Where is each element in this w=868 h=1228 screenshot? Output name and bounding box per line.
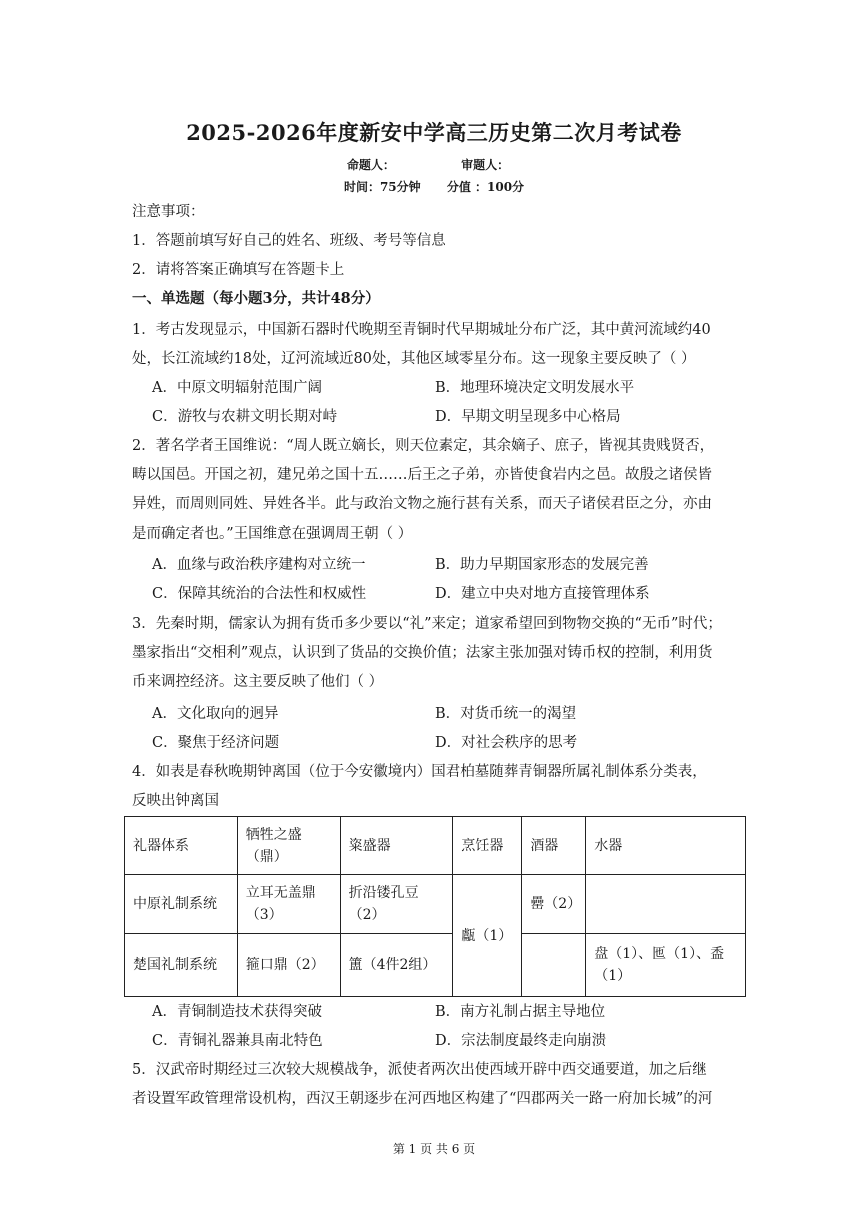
question-line: 畴以国邑。开国之初，建兄弟之国十五……后王之子弟，亦皆使食岩内之邑。故殷之诸侯皆 <box>132 467 712 483</box>
option-a: A．青铜制造技术获得突破 <box>152 1004 322 1020</box>
question-line: 处，长江流域约18处，辽河流域近80处，其他区域零星分布。这一现象主要反映了（ ） <box>132 351 696 367</box>
option-d: D．宗法制度最终走向崩溃 <box>435 1033 607 1049</box>
table-cell <box>522 933 586 996</box>
question-line: 者设置军政管理常设机构，西汉王朝逐步在河西地区构建了“四郡两关一路一府加长城”的河 <box>132 1091 713 1107</box>
table-cell: 簠（4件2组） <box>340 933 453 996</box>
table-cell: 盘（1）、匜（1）、盉（1） <box>586 933 746 996</box>
reviewer-label: 审题人： <box>461 158 510 172</box>
option-d: D．对社会秩序的思考 <box>435 735 578 751</box>
option-c: C．聚焦于经济问题 <box>152 735 280 751</box>
option-a: A．中原文明辐射范围广阔 <box>152 380 322 396</box>
table-header: 水器 <box>586 817 746 875</box>
option-a: A．文化取向的迥异 <box>152 706 279 722</box>
option-d: D．建立中央对地方直接管理体系 <box>435 586 650 602</box>
option-c: C．青铜礼器兼具南北特色 <box>152 1033 323 1049</box>
question-line: 墨家指出“交相利”观点，认识到了货品的交换价值；法家主张加强对铸币权的控制，利用货 <box>132 645 713 661</box>
question-line: 1．考古发现显示，中国新石器时代晚期至青铜时代早期城址分布广泛，其中黄河流域约40 <box>132 322 711 338</box>
question-line: 5．汉武帝时期经过三次较大规模战争，派使者两次出使西域开辟中西交通要道，加之后继 <box>132 1062 707 1078</box>
option-c: C．保障其统治的合法性和权威性 <box>152 586 367 602</box>
table-header: 烹饪器 <box>453 817 522 875</box>
question-line: 4．如表是春秋晚期钟离国（位于今安徽境内）国君柏墓随葬青铜器所属礼制体系分类表， <box>132 764 707 780</box>
table-cell: 箍口鼎（2） <box>237 933 340 996</box>
table-cell: 折沿镂孔豆（2） <box>340 875 453 933</box>
section-heading: 一、单选题（每小题3分，共计48分） <box>132 290 380 307</box>
meta-time-score <box>0 178 868 195</box>
question-line: 反映出钟离国 <box>132 793 219 809</box>
table-cell: 中原礼制系统 <box>125 875 238 933</box>
question-line: 异姓，而周则同姓、异姓各半。此与政治文物之施行甚有关系，而天子诸侯君臣之分，亦由 <box>132 496 712 512</box>
table-row <box>125 875 746 933</box>
table-cell: 甗（1） <box>453 875 522 997</box>
question-line: 是而确定者也。”王国维意在强调周王朝（ ） <box>132 526 413 542</box>
note-item: 2．请将答案正确填写在答题卡上 <box>132 262 345 278</box>
exam-title: 2025-2026年度新安中学高三历史第二次月考试卷 <box>186 120 682 145</box>
exam-score: 分值 ：100分 <box>446 180 525 194</box>
page-footer: 第 1 页 共 6 页 <box>392 1142 476 1156</box>
table-cell <box>586 875 746 933</box>
exam-time: 时间：75分钟 <box>343 180 421 194</box>
option-a: A．血缘与政治秩序建构对立统一 <box>152 557 366 573</box>
table-cell: 楚国礼制系统 <box>125 933 238 996</box>
option-b: B．南方礼制占据主导地位 <box>435 1004 606 1020</box>
option-c: C．游牧与农耕文明长期对峙 <box>152 409 338 425</box>
table-header: 牺牲之盛（鼎） <box>237 817 340 875</box>
question-line: 3．先秦时期，儒家认为拥有货币多少要以“礼”来定；道家希望回到物物交换的“无币”时代； <box>132 616 722 632</box>
option-b: B．地理环境决定文明发展水平 <box>435 380 635 396</box>
question-line: 币来调控经济。这主要反映了他们（ ） <box>132 674 384 690</box>
option-b: B．对货币统一的渴望 <box>435 706 577 722</box>
table-cell: 罍（2） <box>522 875 586 933</box>
question-line: 2．著名学者王国维说：“周人既立嫡长，则天位素定，其余嫡子、庶子，皆视其贵贱贤否， <box>132 438 715 454</box>
note-item: 1．答题前填写好自己的姓名、班级、考号等信息 <box>132 233 446 249</box>
bronze-ritual-table <box>124 816 746 997</box>
author-label: 命题人： <box>346 158 395 172</box>
table-row <box>125 933 746 996</box>
table-header: 礼器体系 <box>125 817 238 875</box>
table-header: 粢盛器 <box>340 817 453 875</box>
table-cell: 立耳无盖鼎（3） <box>237 875 340 933</box>
table-header: 酒器 <box>522 817 586 875</box>
table-header-row <box>125 817 746 875</box>
option-d: D．早期文明呈现多中心格局 <box>435 409 621 425</box>
option-b: B．助力早期国家形态的发展完善 <box>435 557 649 573</box>
notes-heading: 注意事项： <box>132 204 205 220</box>
meta-authors <box>0 156 868 173</box>
